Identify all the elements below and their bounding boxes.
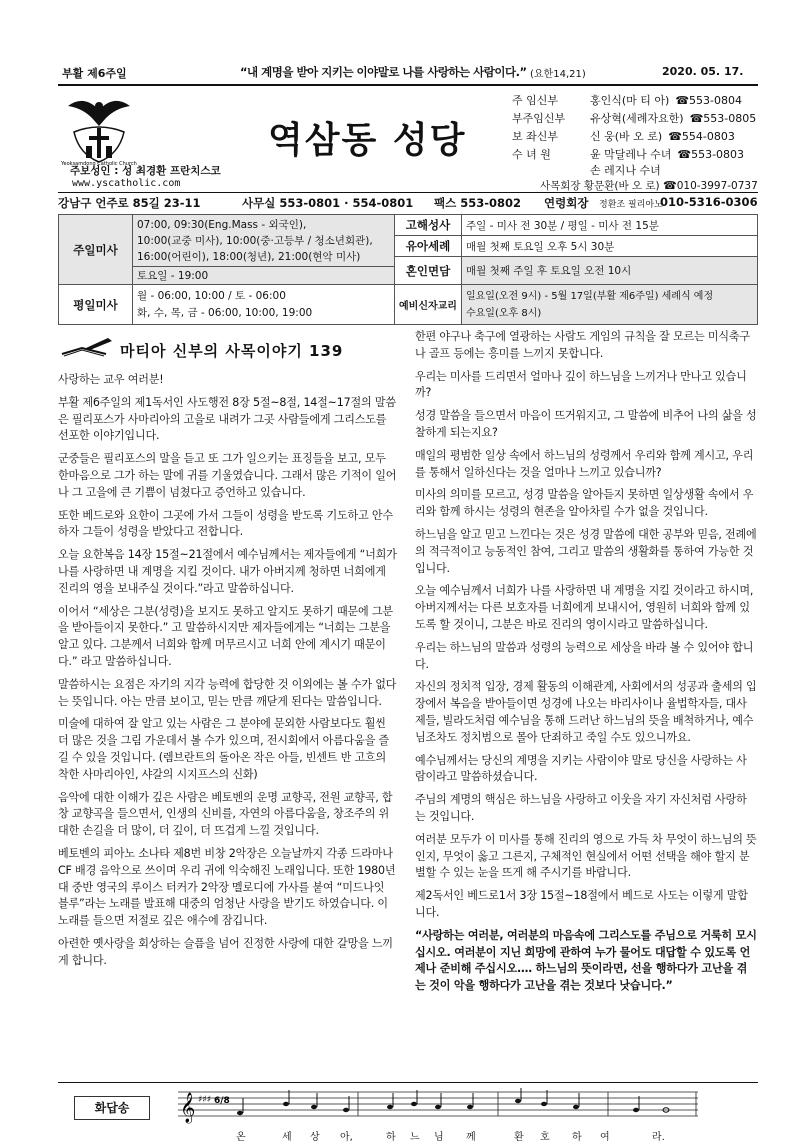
- paragraph: 미술에 대하여 잘 알고 있는 사람은 그 분야에 문외한 사람보다도 훨씬 더 많은 것을 그림 가운데서 볼 수가 있으며, 전시회에서 아름다움을 즐길 수 있을 것입니다. (렘브란트의 돌아온 작은 아들, 빈센트 반 고흐의 착한 사마리아인, 샤갈의 시지프스의 신화): [58, 717, 390, 781]
- catechumen-line: 일요일(오전 9시) - 5월 17일(부활 제6주일) 세례식 예정: [465, 290, 714, 302]
- lyric-syllable: 상: [310, 1132, 320, 1143]
- paragraph: 하느님을 알고 믿고 느낀다는 것은 성경 말씀에 대한 공부와 믿음, 전례에의 적극적이고 능동적인 참여, 그리고 말씀의 생활화를 통하여 가능한 것입니다.: [415, 527, 757, 575]
- confession-label: 고해성사: [395, 215, 462, 236]
- paragraph: 제2독서인 베드로1서 3장 15절~18절에서 베드로 사도는 이렇게 말합니다.: [415, 889, 748, 919]
- staff-name: 손 레지나 수녀: [590, 164, 661, 177]
- time-signature: 6/8: [214, 1096, 230, 1106]
- header-bar: [58, 62, 758, 84]
- confession-times: 주일 - 미사 전 30분 / 평일 - 미사 전 15분: [461, 215, 757, 236]
- paragraph: 베토벤의 피아노 소나타 제8번 비창 2악장은 오늘날까지 각종 드라마나 CF 배경 음악으로 쓰이며 우리 귀에 익숙해진 노래입니다. 또한 1980년대 중반 영국의 루이스 터커가 2악장 멜로디에 가사를 붙여 “미드나잇 블루”라는 노래를 발표해 대중의 엄청난 사랑을 받기도 하였습니다. 이 노래를 들으면 저절로 깊은 애수에 잠깁니다.: [58, 846, 396, 928]
- staff-row: [512, 110, 756, 126]
- paragraph: 군중들은 필리포스의 말을 듣고 또 그가 일으키는 표징들을 보고, 모두 한마음으로 그가 하는 말에 귀를 기울였습니다. 그래서 많은 기적이 일어나 그 고을에 큰 기쁨이 넘쳤다고 증언하고 있습니다.: [58, 452, 397, 499]
- staff-row: [512, 92, 742, 108]
- paragraph: 주님의 계명의 핵심은 하느님을 사랑하고 이웃을 자기 자신처럼 사랑하는 것입니다.: [415, 793, 747, 823]
- lyric-syllable: 하: [386, 1132, 396, 1143]
- lyric-syllable: 라.: [652, 1132, 665, 1143]
- staff-phone: 010-3997-0737: [676, 180, 758, 192]
- staff-row: [540, 178, 758, 193]
- paragraph: 우리는 하느님의 말씀과 성령의 능력으로 세상을 바라 볼 수 있어야 합니다.: [415, 640, 754, 671]
- paragraph: 음악에 대한 이해가 깊은 사람은 베토벤의 운명 교향곡, 전원 교향곡, 합창 교향곡을 들으면서, 인생의 신비를, 자연의 아름다움을, 창조주의 위대한 손길을 더 많이, 더 깊이, 더 뜨겁게 느낄 것입니다.: [58, 790, 393, 838]
- catechumen-line: 수요일(오후 8시): [465, 307, 542, 319]
- book-pen-icon: [60, 336, 114, 358]
- phone-icon: ☎: [689, 112, 704, 125]
- phone-icon: ☎: [675, 94, 690, 107]
- phone-icon: ☎: [668, 130, 682, 143]
- lyric-syllable: 님: [434, 1132, 444, 1143]
- staff-row: [512, 146, 744, 162]
- music-staff: [178, 1088, 698, 1122]
- patron-saint: 주보성인 : 성 최경환 프란치스코: [70, 165, 221, 177]
- column-title: 마티아 신부의 사목이야기 139: [120, 342, 344, 360]
- paragraph: 우리는 미사를 드리면서 얼마나 깊이 하느님을 느끼거나 만나고 있습니까?: [415, 369, 747, 400]
- sunday-mass-times: [133, 215, 395, 267]
- lyric-syllable: 느: [410, 1132, 420, 1143]
- infant-baptism-times: 매월 첫째 토요일 오후 5시 30분: [461, 236, 757, 257]
- header-quote: “내 계명을 받아 지키는 이야말로 나를 사랑하는 사람이다.”: [240, 65, 527, 79]
- lyric-syllable: 아,: [340, 1132, 353, 1143]
- staff-name: 유상혁(세례자요한): [590, 112, 684, 125]
- office-phone: 사무실 553-0801 · 554-0801: [242, 196, 414, 210]
- bulletin-date: 2020. 05. 17.: [662, 65, 744, 78]
- parish-address: 강남구 언주로 85길 23-11: [58, 196, 201, 210]
- staff-role: 보 좌신부: [512, 130, 559, 143]
- address-bar: [58, 193, 758, 211]
- logo-text: Yeoksamdong Catholic Church: [61, 161, 137, 167]
- staff-row: [512, 128, 735, 144]
- lyric-syllable: 호: [540, 1132, 550, 1143]
- staff-name: 윤 막달레나 수녀: [590, 148, 672, 161]
- staff-role: 주 임신부: [512, 94, 559, 107]
- sharp-icon: ♯♯♯: [198, 1095, 212, 1105]
- phone-icon: ☎: [663, 179, 677, 192]
- saturday-mass-time: 토요일 - 19:00: [133, 267, 395, 285]
- staff-name: 홍인식(마 티 아): [590, 94, 670, 107]
- marriage-times: 매월 첫째 주일 후 토요일 오전 10시: [461, 257, 757, 285]
- weekday-time-line: 월 - 06:00, 10:00 / 토 - 06:00: [137, 289, 286, 302]
- responsorial-psalm-label: 화답송: [74, 1096, 150, 1120]
- fax-number: 팩스 553-0802: [434, 196, 522, 210]
- staff-name: 신 웅(바 오 로): [590, 130, 663, 143]
- staff-row: [512, 162, 661, 178]
- staff-role: 수 녀 원: [512, 148, 551, 161]
- paragraph: 매일의 평범한 일상 속에서 하느님의 성령께서 우리와 함께 계시고, 우리를 통해서 일하신다는 것을 얼마나 느끼고 있습니까?: [415, 448, 754, 479]
- weekday-time-line: 화, 수, 목, 금 - 06:00, 10:00, 19:00: [137, 306, 313, 319]
- staff-phone: 553-0803: [691, 148, 745, 161]
- paragraph: 오늘 예수님께서 너희가 나를 사랑하면 내 계명을 지킬 것이라고 하시며, 아버지께서는 다른 보호자를 너희에게 보내시어, 영원히 너희와 함께 있도록 할 것이니, 그분은 바로 진리의 영이시라고 말씀하십니다.: [415, 584, 754, 631]
- treble-clef-icon: 𝄞: [180, 1093, 196, 1123]
- marriage-label: 혼인면담: [395, 257, 462, 285]
- council-label: 연령회장: [544, 196, 589, 210]
- staff-role: 사목회장: [540, 180, 581, 192]
- footer-rule: [58, 1082, 758, 1083]
- staff-phone: 553-0804: [689, 94, 743, 107]
- council-name: 정환조 필리아노: [599, 200, 663, 210]
- website-link[interactable]: www.yscatholic.com: [72, 178, 181, 189]
- church-logo-icon: [61, 92, 137, 167]
- sunday-time-line: 07:00, 09:30(Eng.Mass - 외국인),: [137, 218, 307, 231]
- scripture-quote: “사랑하는 여러분, 여러분의 마음속에 그리스도를 주님으로 거룩히 모시십시오. 여러분이 지닌 희망에 관하여 누가 물어도 대답할 수 있도록 언제나 준비해 주십시오.… 하느님의 뜻이라면, 선을 행하다가 고난을 겪는 것이 악을 행하다가 고난을 겪는 것보다 낫습니다.”: [415, 928, 757, 993]
- catechumen-label: 예비신자교리: [395, 285, 462, 325]
- staff-phone: 554-0803: [681, 130, 735, 143]
- lyric-syllable: 여: [600, 1132, 610, 1143]
- paragraph: 부활 제6주일의 제1독서인 사도행전 8장 5절~8절, 14절~17절의 말씀은 필리포스가 사마리아의 고을로 내려가 그곳 사람들에게 그리스도를 선포한 이야기입니다.: [58, 395, 396, 443]
- weekday-mass-label: 평일미사: [59, 285, 133, 325]
- paragraph: 자신의 정치적 입장, 경제 활동의 이해관계, 사회에서의 성공과 출세의 입장에서 복음을 받아들이면 성경에 나오는 바리사이나 율법학자들, 대사제들, 빌라도처럼 예수님을 통해 드러난 하느님의 뜻을 배척하거나, 예수님조차도 정치범으로 몰아 단죄하고 죽일 수도 있으니까요.: [415, 680, 757, 744]
- paragraph: 성경 말씀을 들으면서 마음이 뜨거워지고, 그 말씀에 비추어 나의 삶을 성찰하게 되는지요?: [415, 409, 757, 439]
- infant-baptism-label: 유아세례: [395, 236, 462, 257]
- staff-phone: 553-0805: [703, 112, 757, 125]
- staff-name: 황문환(바 오 로): [583, 180, 660, 192]
- sunday-time-line: 16:00(어린이), 18:00(청년), 21:00(현악 미사): [137, 250, 361, 263]
- paragraph: 오늘 요한복음 14장 15절~21절에서 예수님께서는 제자들에게 “너희가 나를 사랑하면 내 계명을 지킬 것이다. 내가 아버지께 청하면 너희에게 진리의 영을 보내주실 것이다.”라고 말씀하십니다.: [58, 548, 397, 595]
- lyric-syllable: 하: [572, 1132, 582, 1143]
- paragraph: 미사의 의미를 모르고, 성경 말씀을 알아듣지 못하면 일상생활 속에서 우리와 함께 하시는 성령의 현존을 알아차릴 수가 없을 것입니다.: [415, 488, 754, 519]
- phone-icon: ☎: [677, 148, 692, 161]
- lyric-syllable: 온: [236, 1132, 246, 1143]
- paragraph: 여러분 모두가 이 미사를 통해 진리의 영으로 가득 차 무엇이 하느님의 뜻인지, 무엇이 옳고 그른지, 구체적인 현실에서 어떤 선택을 해야 할지 분별할 수 있는 눈을 뜨게 해 주시기를 바랍니다.: [415, 832, 757, 880]
- paragraph: 사랑하는 교우 여러분!: [58, 373, 164, 386]
- lyric-syllable: 환: [514, 1132, 524, 1143]
- paragraph: 아련한 옛사랑을 회상하는 슬픔을 넘어 진정한 사랑에 대한 갈망을 느끼게 합니다.: [58, 936, 393, 967]
- council-phone: 010-5316-0306: [660, 195, 758, 209]
- paragraph: 또한 베드로와 요한이 그곳에 가서 그들이 성령을 받도록 기도하고 안수하자 그들이 성령을 받았다고 전합니다.: [58, 508, 393, 539]
- quote-reference: (요한14,21): [530, 69, 586, 80]
- catechumen-times: [461, 285, 757, 325]
- liturgical-sunday: 부활 제6주일: [62, 67, 127, 80]
- paragraph: 예수님께서는 당신의 계명을 지키는 사람이야 말로 당신을 사랑하는 사람이라고 말씀하셨습니다.: [415, 753, 747, 784]
- sunday-mass-label: 주일미사: [59, 215, 133, 285]
- column-left-text: [58, 372, 398, 976]
- weekday-mass-times: [133, 285, 395, 325]
- schedule-table: [58, 214, 758, 325]
- lyric-syllable: 께: [466, 1132, 476, 1143]
- paragraph: 말씀하시는 요점은 자기의 지각 능력에 합당한 것 이외에는 볼 수가 없다는 뜻입니다. 아는 만큼 보이고, 믿는 만큼 깨닫게 된다는 말씀입니다.: [58, 677, 397, 708]
- lyric-syllable: 세: [282, 1132, 292, 1143]
- header-rule: [58, 84, 758, 86]
- paragraph: 한편 야구나 축구에 열광하는 사람도 게임의 규칙을 잘 모르는 미식축구나 골프 등에는 흥미를 느끼지 못합니다.: [415, 330, 750, 360]
- paragraph: 이어서 “세상은 그분(성령)을 보지도 못하고 알지도 못하기 때문에 그분을 받아들이지 못한다.” 고 말씀하시지만 제자들에게는 “너희는 그분을 알고 있다. 그분께서 너희와 함께 머무르시고 너희 안에 계시기 때문이다.” 라고 말씀하십니다.: [58, 604, 393, 668]
- staff-role: 부주임신부: [512, 112, 566, 125]
- sunday-time-line: 10:00(교중 미사), 10:00(중·고등부 / 청소년회관),: [137, 234, 373, 247]
- column-right-text: [415, 329, 757, 1001]
- parish-title: 역삼동 성당: [268, 120, 467, 161]
